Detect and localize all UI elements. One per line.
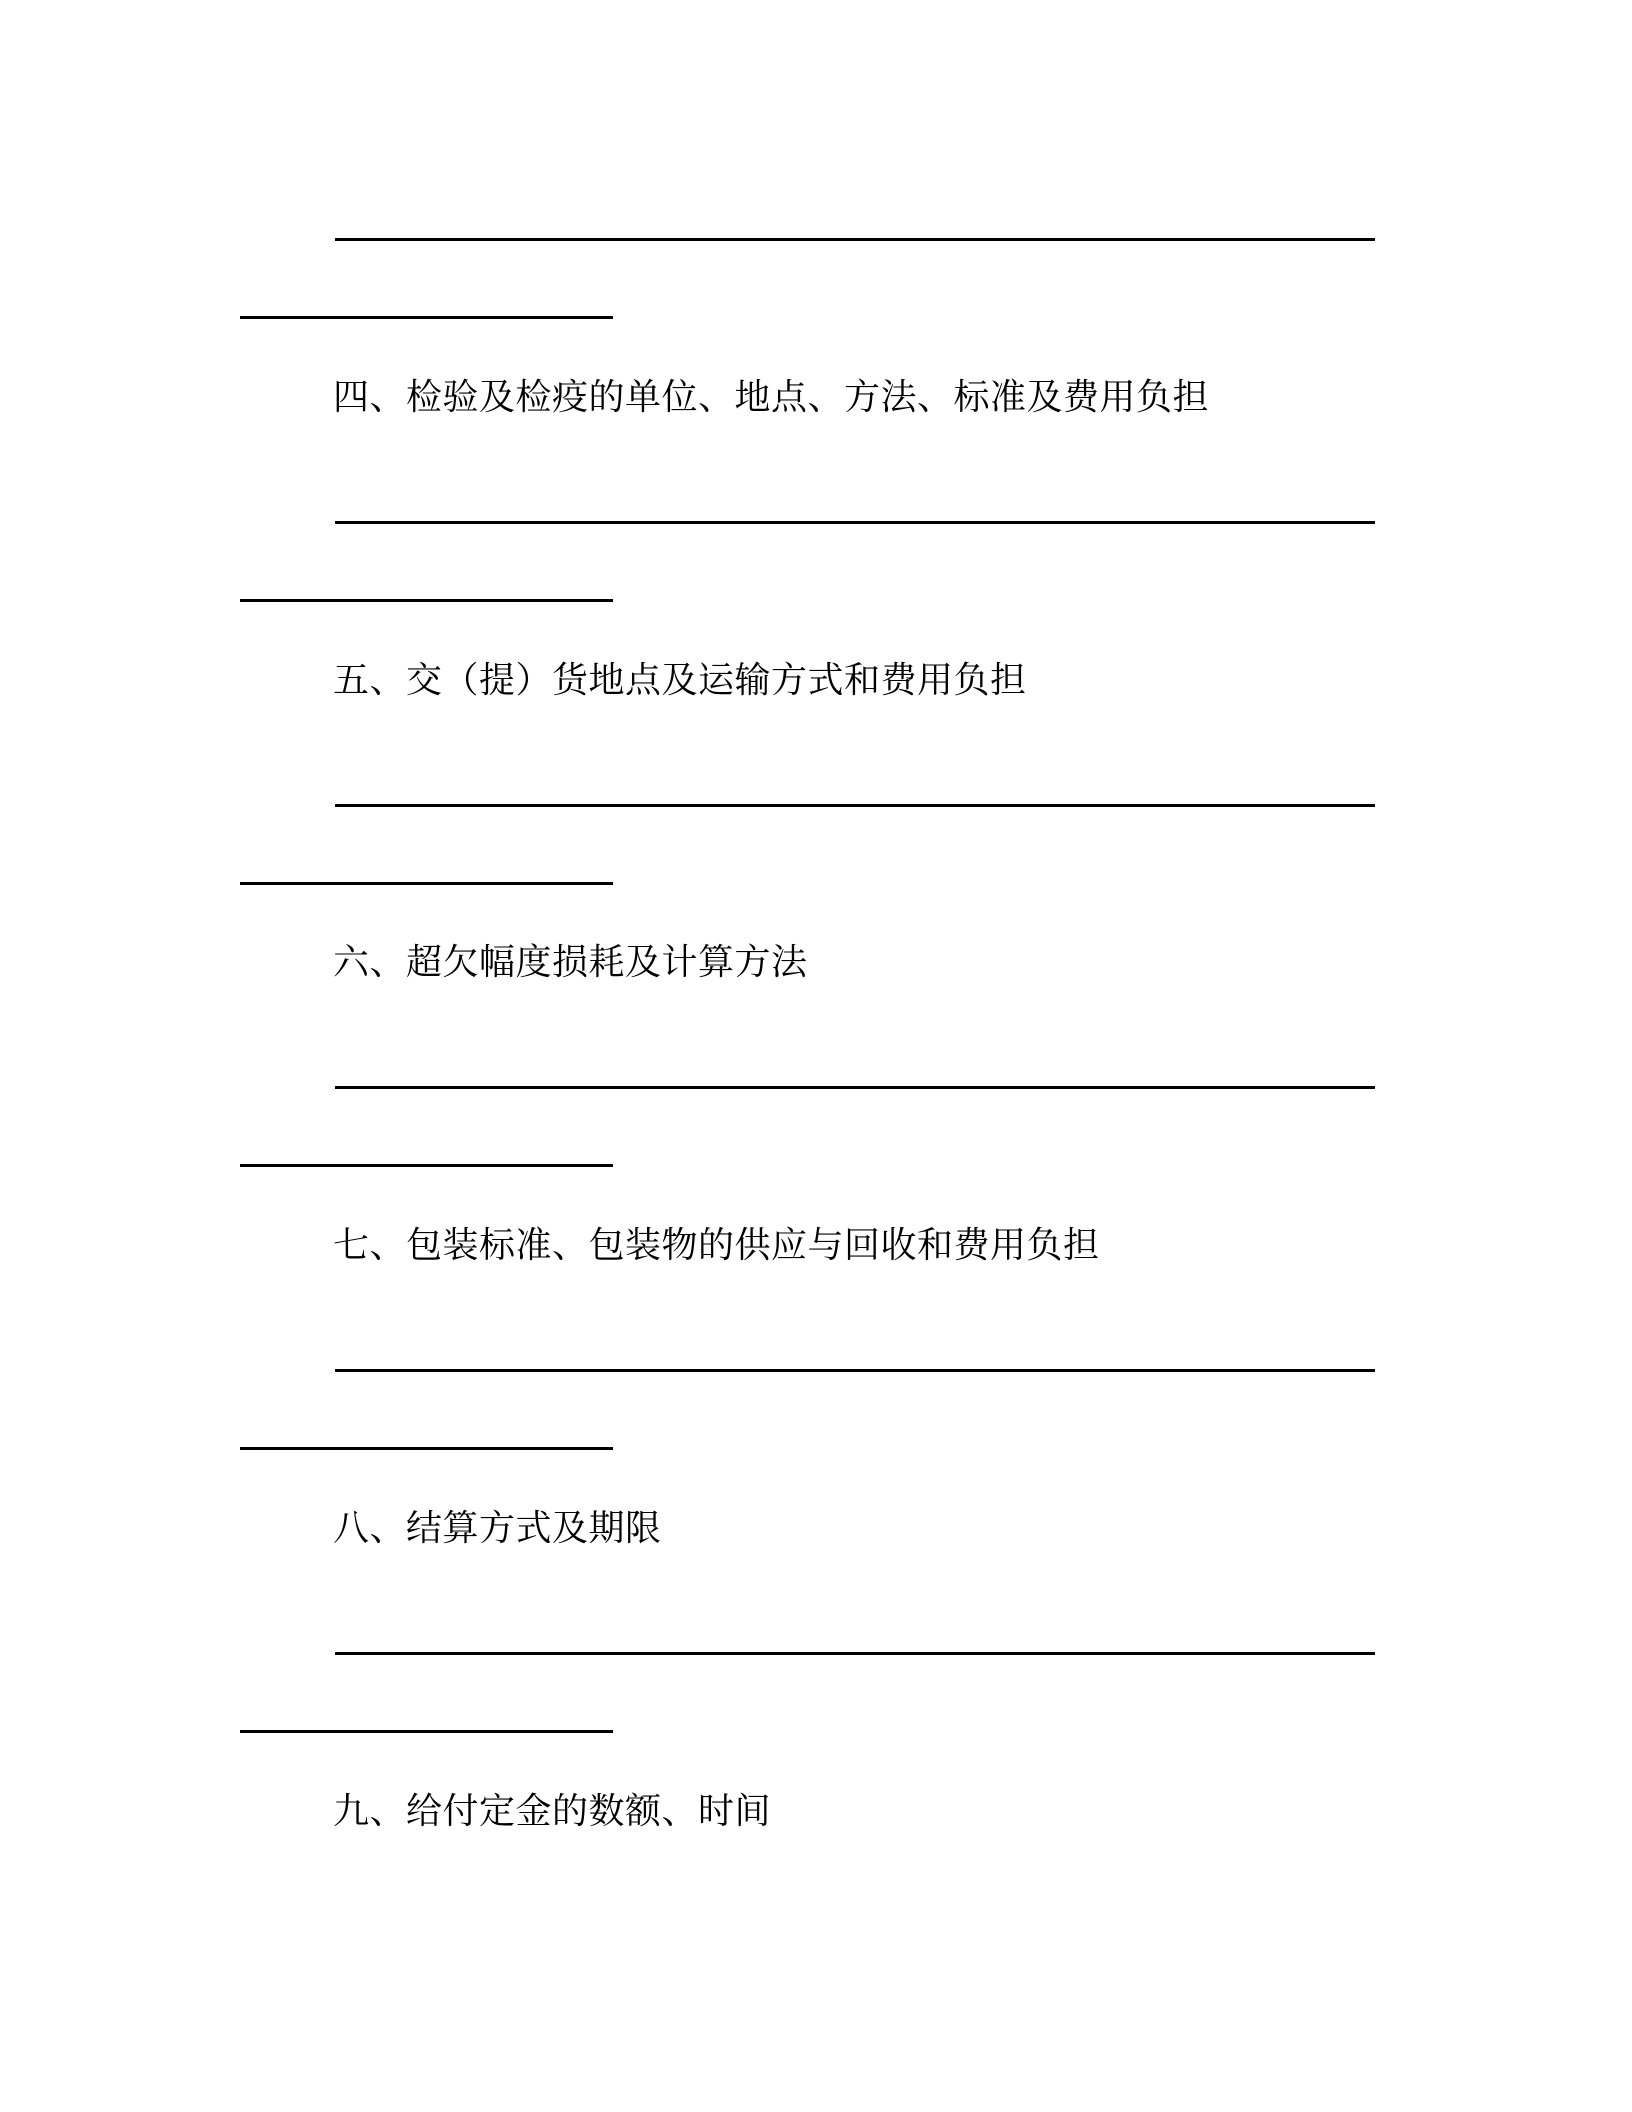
section-heading-9: 九、给付定金的数额、时间 bbox=[333, 1791, 772, 1832]
section-heading-6: 六、超欠幅度损耗及计算方法 bbox=[333, 942, 808, 983]
fill-blank-line bbox=[240, 1164, 613, 1167]
fill-blank-line bbox=[240, 882, 613, 885]
fill-blank-line bbox=[335, 1086, 1375, 1089]
fill-blank-line bbox=[335, 1369, 1375, 1372]
fill-blank-line bbox=[335, 1652, 1375, 1655]
section-heading-4: 四、检验及检疫的单位、地点、方法、标准及费用负担 bbox=[333, 377, 1210, 418]
fill-blank-line bbox=[335, 238, 1375, 241]
section-heading-5: 五、交（提）货地点及运输方式和费用负担 bbox=[333, 660, 1027, 701]
fill-blank-line bbox=[335, 804, 1375, 807]
fill-blank-line bbox=[240, 599, 613, 602]
fill-blank-line bbox=[240, 1730, 613, 1733]
section-heading-8: 八、结算方式及期限 bbox=[333, 1508, 662, 1549]
fill-blank-line bbox=[335, 521, 1375, 524]
fill-blank-line bbox=[240, 316, 613, 319]
section-heading-7: 七、包装标准、包装物的供应与回收和费用负担 bbox=[333, 1225, 1100, 1266]
fill-blank-line bbox=[240, 1447, 613, 1450]
